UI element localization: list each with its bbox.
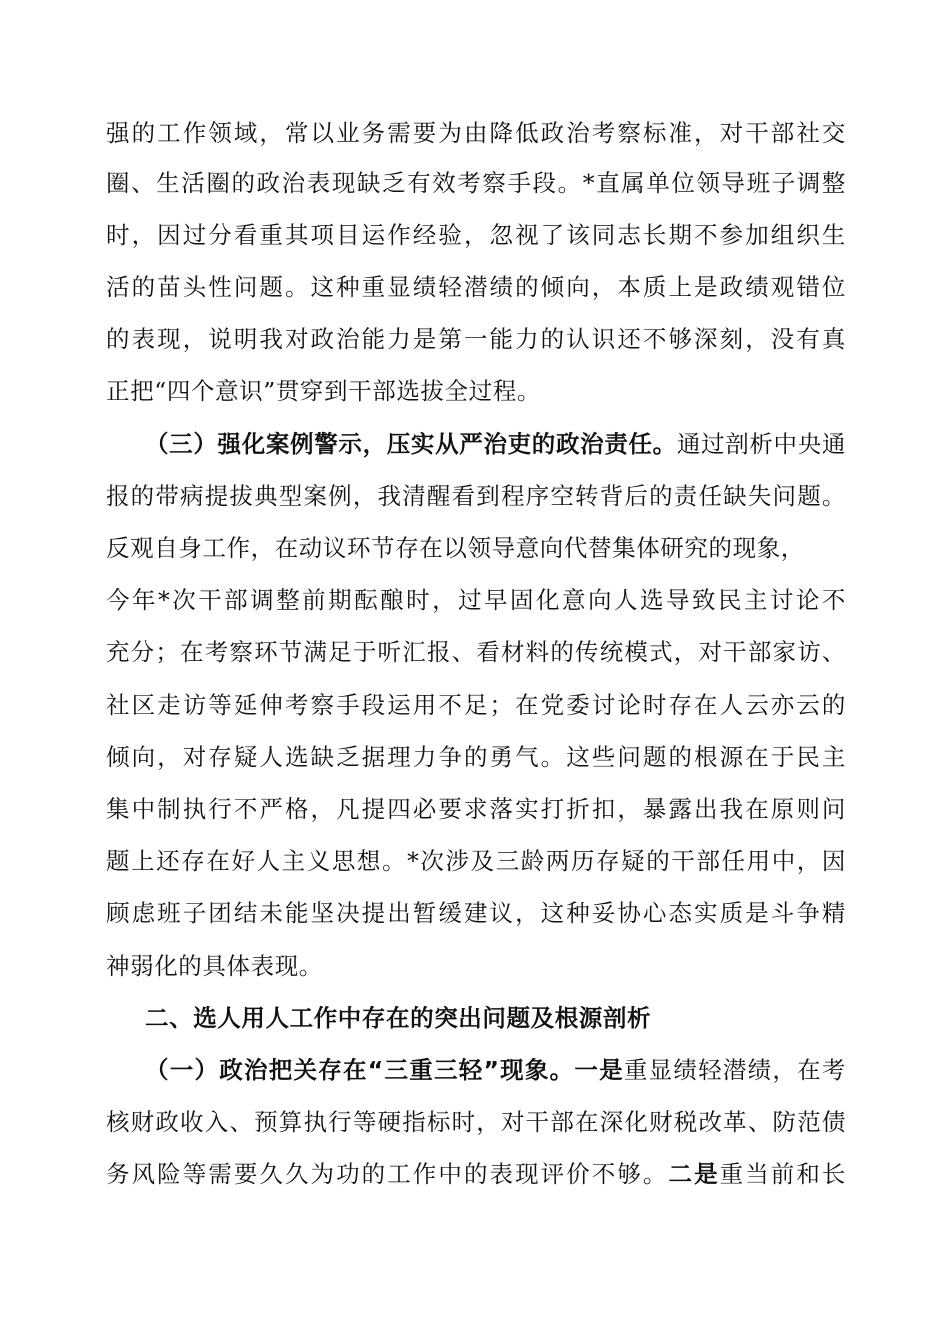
subheading-line: [145, 429, 846, 459]
paragraph-line: [106, 1107, 846, 1137]
text-run: 集中制执行不严格，凡提四必要求落实打折扣，暴露出我在原则问: [106, 795, 846, 823]
text-run: 正把“四个意识”贯穿到干部选拔全过程。: [106, 377, 541, 405]
text-run: 圈、生活圈的政治表现缺乏有效考察手段。*直属单位领导班子调整: [106, 169, 846, 197]
text-run: 倾向，对存疑人选缺乏据理力争的勇气。这些问题的根源在于民主: [106, 743, 846, 771]
emphasis-bold: 二是: [668, 1160, 720, 1188]
text-run: 充分；在考察环节满足于听汇报、看材料的传统模式，对干部家访、: [106, 638, 846, 666]
subheading-bold: （三）强化案例警示，压实从严治吏的政治责任。: [145, 430, 677, 458]
text-run: 强的工作领域，常以业务需要为由降低政治考察标准，对干部社交: [106, 119, 846, 147]
text-run: 社区走访等延伸考察手段运用不足；在党委讨论时存在人云亦云的: [106, 691, 846, 719]
paragraph-line: [106, 376, 846, 406]
text-run: 反观自身工作，在动议环节存在以领导意向代替集体研究的现象，: [106, 534, 805, 562]
paragraph-line: [106, 898, 846, 928]
paragraph-line: [106, 118, 846, 148]
text-run: 核财政收入、预算执行等硬指标时，对干部在深化财税改革、防范债: [106, 1108, 846, 1136]
subheading-bold: （一）政治把关存在“三重三轻”现象。: [145, 1056, 575, 1084]
paragraph-line: [106, 533, 846, 563]
paragraph-line: [106, 951, 846, 981]
paragraph-line: [106, 690, 846, 720]
text-run: 重显绩轻潜绩，在考: [623, 1056, 846, 1084]
text-run: 通过剖析中央通: [676, 430, 847, 458]
paragraph-line: [106, 272, 846, 302]
text-run: 报的带病提拔典型案例，我清醒看到程序空转背后的责任缺失问题。: [106, 482, 846, 510]
paragraph-line: [106, 794, 846, 824]
text-run: 务风险等需要久久为功的工作中的表现评价不够。: [106, 1160, 669, 1188]
section-heading: [145, 1003, 846, 1033]
text-run: 重当前和长: [719, 1160, 847, 1188]
paragraph-line: [106, 481, 846, 511]
paragraph-line: [106, 220, 846, 250]
text-run: 今年*次干部调整前期酝酿时，过早固化意向人选导致民主讨论不: [106, 586, 846, 614]
section-heading-text: 二、选人用人工作中存在的突出问题及根源剖析: [145, 1004, 652, 1032]
text-run: 题上还存在好人主义思想。*次涉及三龄两历存疑的干部任用中，因: [106, 847, 846, 875]
subheading-line: [145, 1055, 846, 1085]
paragraph-line: [106, 846, 846, 876]
paragraph-line: [106, 324, 846, 354]
paragraph-line: [106, 742, 846, 772]
emphasis-bold: 一是: [574, 1056, 624, 1084]
text-run: 的表现，说明我对政治能力是第一能力的认识还不够深刻，没有真: [106, 325, 846, 353]
text-run: 时，因过分看重其项目运作经验，忽视了该同志长期不参加组织生: [106, 221, 846, 249]
paragraph-line: [106, 585, 846, 615]
paragraph-line: [106, 637, 846, 667]
text-run: 神弱化的具体表现。: [106, 952, 323, 980]
paragraph-line: [106, 1159, 846, 1189]
paragraph-line: [106, 168, 846, 198]
text-run: 顾虑班子团结未能坚决提出暂缓建议，这种妥协心态实质是斗争精: [106, 899, 846, 927]
text-run: 活的苗头性问题。这种重显绩轻潜绩的倾向，本质上是政绩观错位: [106, 273, 846, 301]
